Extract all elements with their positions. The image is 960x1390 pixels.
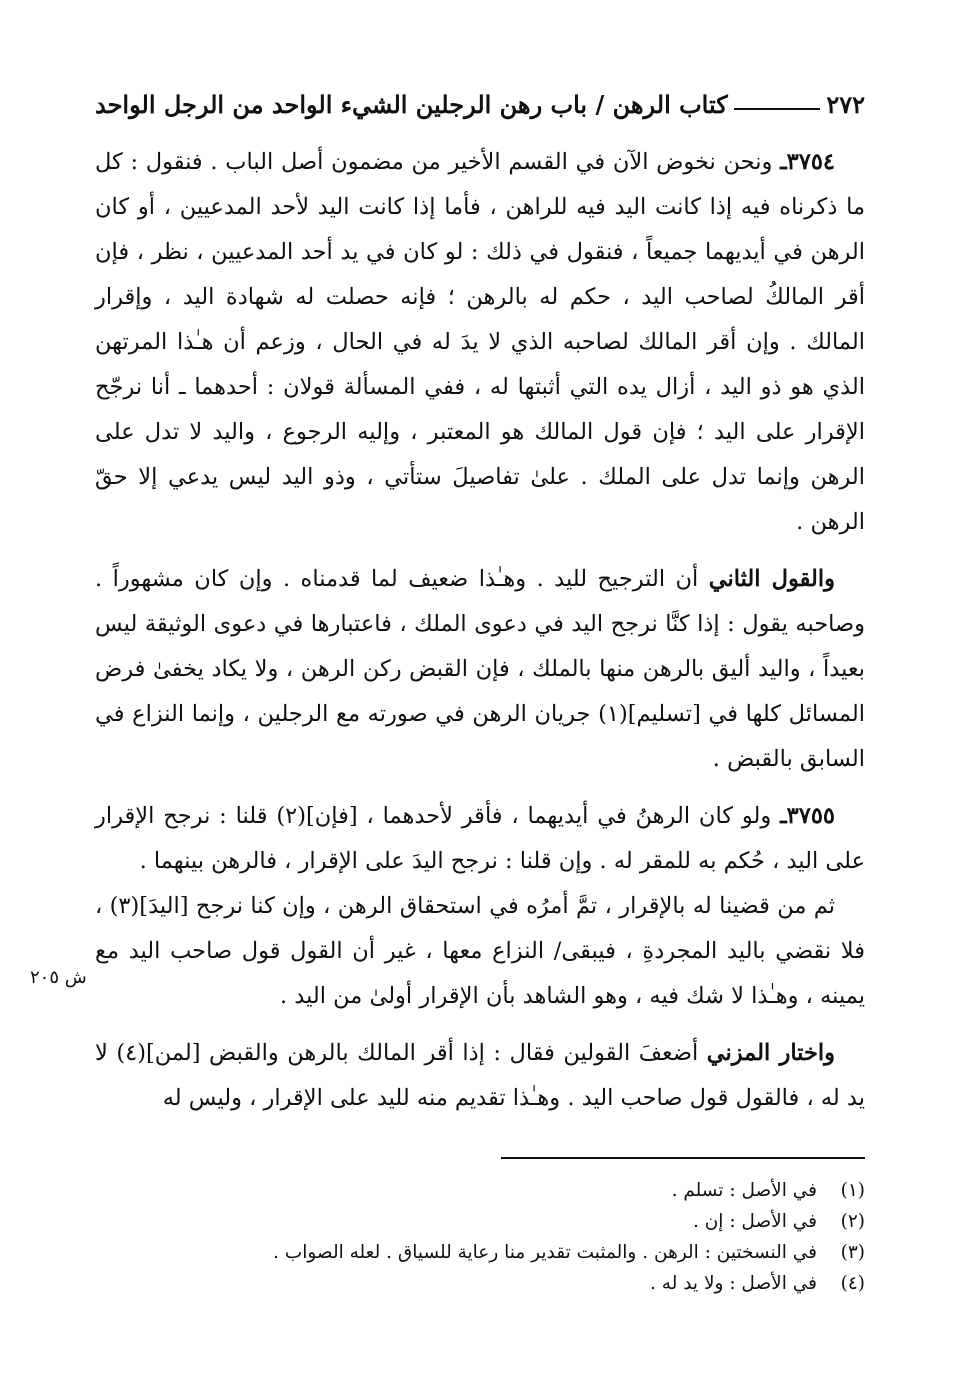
paragraph-muzani	[95, 1031, 865, 1121]
footnote-number: (٤)	[840, 1273, 865, 1294]
footnote-number: (٣)	[840, 1242, 865, 1263]
footnotes	[95, 1175, 865, 1299]
footnote-4	[95, 1268, 865, 1299]
footnote-text: في الأصل : تسلم .	[671, 1180, 817, 1201]
paragraph-text: ثم من قضينا له بالإقرار ، تمَّ أمرُه في استحقاق الرهن ، وإن كنا نرجح [اليدَ](٣) ، فلا نقضي باليد المجردةِ ، فيبقى/ النزاع معها ، غير أن القول قول صاحب اليد مع يمينه ، وهـٰذا لا شك فيه ، وهو الشاهد بأن الإقرار أولىٰ من اليد .	[95, 893, 865, 1009]
paragraph-text: أن الترجيح لليد . وهـٰذا ضعيف لما قدمناه . وإن كان مشهوراً . وصاحبه يقول : إذا كنَّا نرجح اليد في دعوى الملك ، فاعتبارها في دعوى الوثيقة ليس بعيداً ، واليد أليق بالرهن منها بالملك ، فإن القبض ركن الرهن ، ولا يكاد يخفىٰ فرض المسائل كلها في [تسليم](١) جريان الرهن في صورته مع الرجلين ، وإنما النزاع في السابق بالقبض .	[95, 566, 865, 772]
header-title: كتاب الرهن / باب رهن الرجلين الشيء الواحد من الرجل الواحد	[95, 89, 728, 119]
footnote-separator	[501, 1157, 865, 1159]
paragraph-3755	[95, 794, 865, 884]
footnote-2	[95, 1206, 865, 1237]
main-text	[95, 140, 865, 1133]
footnote-3	[95, 1237, 865, 1268]
paragraph-text: ونحن نخوض الآن في القسم الأخير من مضمون أصل الباب . فنقول : كل ما ذكرناه فيه إذا كانت اليد فيه للراهن ، فأما إذا كانت اليد لأحد المدعيين ، أو كان الرهن في أيديهما جميعاً ، فنقول في ذلك : لو كان في يد أحد المدعيين ، نظر ، فإن أقر المالكُ لصاحب اليد ، حكم له بالرهن ؛ فإنه حصلت له شهادة اليد ، وإقرار المالك . وإن أقر المالك لصاحبه الذي لا يدَ له في الحال ، وزعم أن هـٰذا المرتهن الذي هو ذو اليد ، أزال يده التي أثبتها له ، ففي المسألة قولان : أحدهما ـ أنا نرجّح الإقرار على اليد ؛ فإن قول المالك هو المعتبر ، وإليه الرجوع ، واليد لا تدل على الرهن وإنما تدل على الملك . علىٰ تفاصيلَ ستأتي ، وذو اليد ليس يدعي إلا حقّ الرهن .	[95, 149, 865, 535]
paragraph-number: ٣٧٥٤ـ	[780, 149, 835, 175]
page-number: ٢٧٢	[826, 89, 865, 119]
running-header	[95, 82, 865, 126]
paragraph-text: أضعفَ القولين فقال : إذا أقر المالك بالرهن والقبض [لمن](٤) لا يد له ، فالقول قول صاحب اليد . وهـٰذا تقديم منه لليد على الإقرار ، وليس له	[95, 1040, 865, 1111]
header-rule	[734, 108, 821, 110]
footnote-text: في الأصل : ولا يد له .	[650, 1273, 817, 1294]
margin-manuscript-ref: ش ٢٠٥	[30, 967, 87, 988]
paragraph-3754	[95, 140, 865, 545]
footnote-text: في الأصل : إن .	[692, 1211, 817, 1232]
paragraph-lead: واختار المزني	[706, 1040, 836, 1066]
footnote-number: (٢)	[840, 1211, 865, 1232]
footnote-number: (١)	[840, 1180, 865, 1201]
paragraph-second-opinion	[95, 557, 865, 782]
footnote-1	[95, 1175, 865, 1206]
footnote-text: في النسختين : الرهن . والمثبت تقدير منا رعاية للسياق . لعله الصواب .	[273, 1242, 817, 1263]
paragraph-text: ولو كان الرهنُ في أيديهما ، فأقر لأحدهما ، [فإن](٢) قلنا : نرجح الإقرار على اليد ، حُكم به للمقر له . وإن قلنا : نرجح اليدَ على الإقرار ، فالرهن بينهما .	[95, 803, 865, 874]
paragraph-number: ٣٧٥٥ـ	[780, 803, 836, 829]
paragraph-continuation	[95, 884, 865, 1019]
paragraph-lead: والقول الثاني	[708, 566, 835, 592]
